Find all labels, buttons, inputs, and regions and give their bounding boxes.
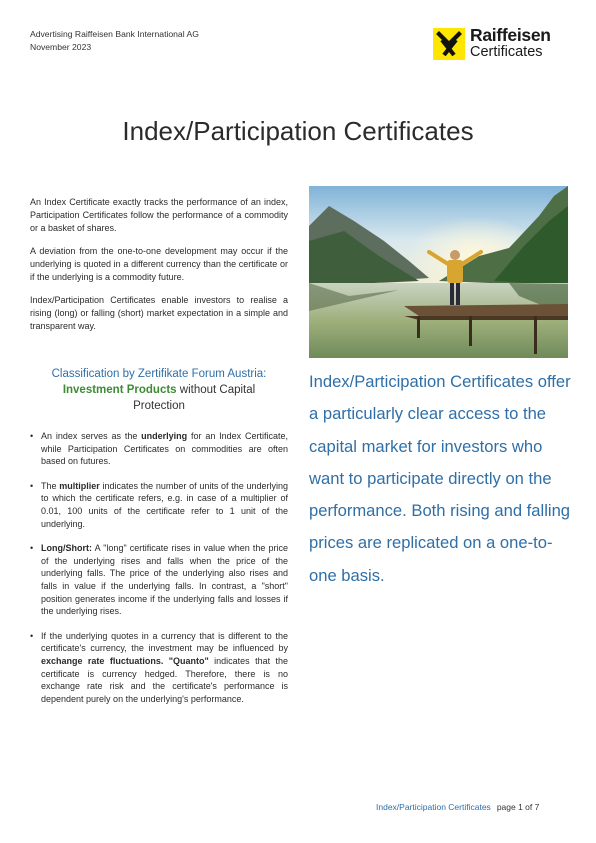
logo-sub: Certificates <box>470 44 543 60</box>
list-item-text: indicates the number of units of the underlying to which the certificate refers, e.g. in case of a multiplier of 0.01, 100 units of the certificate refer to 1 unit of the underlying. <box>41 480 288 529</box>
list-item <box>30 630 288 706</box>
list-item-emphasis: exchange rate fluctuations. <box>41 655 164 666</box>
classification-heading <box>30 366 288 414</box>
list-item <box>30 430 288 468</box>
list-item-emphasis: Long/Short: <box>41 543 92 554</box>
list-item-text: If the underlying quotes in a currency that is different to the certificate's currency, the investment may be influenced by <box>41 630 288 654</box>
list-item <box>30 480 288 530</box>
advertiser-line: Advertising Raiffeisen Bank International AG <box>30 29 199 39</box>
list-item-text: The <box>41 480 60 491</box>
gable-cross-icon <box>433 28 465 60</box>
raiffeisen-logo <box>433 27 573 65</box>
list-item-text: A "long" certificate rises in value when the price of the underlying rises and falls when the price of the underlying falls. The price of the underlying also rises and falls in value if the underlying falls. In contrast, a "short" position generates income if the underlying falls and losses if the underlying rises. <box>41 543 288 617</box>
category-rest: without Capital <box>176 384 256 396</box>
list-item-emphasis: underlying <box>141 431 188 441</box>
list-item-emphasis: "Quanto" <box>168 655 209 666</box>
page-footer <box>376 802 539 812</box>
logo-name: Raiffeisen <box>470 25 551 45</box>
classification-source: Classification by Zertifikate Forum Austria: <box>51 368 267 380</box>
list-item-text: indicates that the certificate is currency hedged. Therefore, there is no exchange rate risk and the certificate's performance is dependent purely on the underlying's performance. <box>41 655 288 704</box>
classification-category <box>30 382 288 398</box>
footer-title: Index/Participation Certificates <box>376 802 491 812</box>
list-item-text: for an Index Certificate, while Participation Certificates on commodities are often based on futures. <box>41 431 288 467</box>
feature-list <box>30 430 288 705</box>
intro-paragraph: Index/Participation Certificates enable investors to realise a rising (long) or falling (short) market expectation in a simple and transparent way. <box>30 295 288 331</box>
page-number: page 1 of 7 <box>496 802 540 812</box>
category-highlight: Investment Products <box>62 384 177 396</box>
date-line: November 2023 <box>30 41 92 52</box>
intro-paragraph: A deviation from the one-to-one development may occur if the underlying is quoted in a different currency than the certificate or if the underlying is a commodity future. <box>30 246 288 282</box>
list-item <box>30 542 288 618</box>
lake-jetty-photo <box>309 186 568 358</box>
intro-text <box>30 196 288 343</box>
header-meta <box>30 28 199 53</box>
list-item-emphasis: multiplier <box>59 480 100 491</box>
page-title: Index/Participation Certificates <box>122 116 474 146</box>
classification-protection: Protection <box>133 400 185 412</box>
pull-quote: Index/Participation Certificates offer a particularly clear access to the capital market for investors who want to participate directly on the performance. Both rising and falling prices are replicated on a one-to-one basis. <box>309 372 571 585</box>
list-item-text: An index serves as the <box>41 431 142 441</box>
intro-paragraph: An Index Certificate exactly tracks the performance of an index, Participation Certificates follow the performance of a commodity or a basket of shares. <box>30 197 288 233</box>
